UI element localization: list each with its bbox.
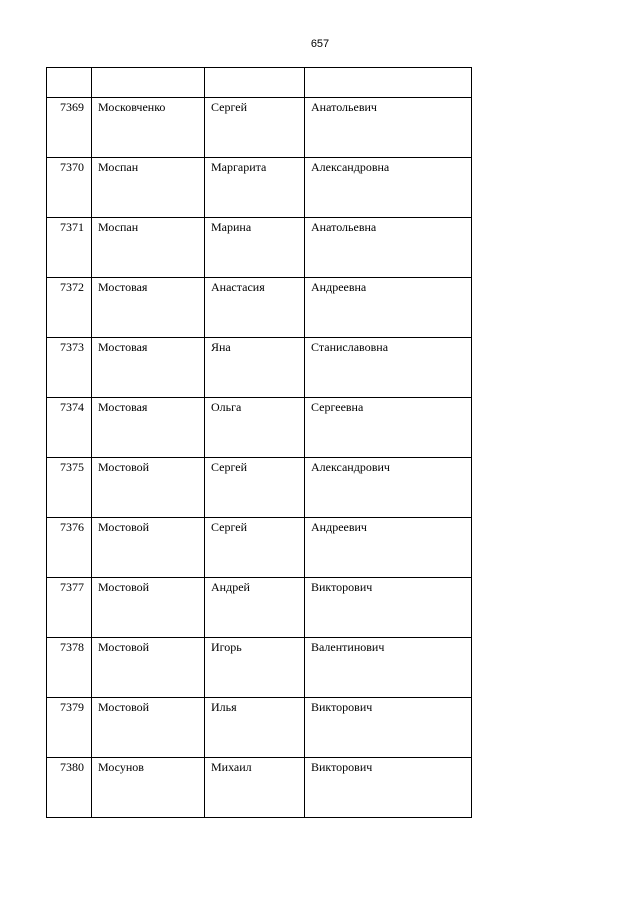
row-number: 7376 — [60, 520, 84, 534]
table-row — [47, 638, 472, 698]
first-name-cell — [205, 338, 305, 398]
last-name: Мостовая — [98, 400, 148, 414]
row-number-cell — [47, 338, 92, 398]
last-name: Моспан — [98, 160, 139, 174]
last-name-cell — [92, 278, 205, 338]
table-row — [47, 518, 472, 578]
header-cell-last-name — [92, 68, 205, 98]
first-name: Яна — [211, 340, 231, 354]
last-name-cell — [92, 158, 205, 218]
patronymic-cell — [305, 278, 472, 338]
last-name-cell — [92, 578, 205, 638]
patronymic-cell — [305, 698, 472, 758]
row-number-cell — [47, 458, 92, 518]
patronymic: Андреевич — [311, 520, 367, 534]
patronymic-cell — [305, 98, 472, 158]
last-name-cell — [92, 638, 205, 698]
last-name: Моспан — [98, 220, 139, 234]
patronymic-cell — [305, 758, 472, 818]
table-row — [47, 338, 472, 398]
row-number: 7372 — [60, 280, 84, 294]
last-name-cell — [92, 98, 205, 158]
patronymic: Анатольевич — [311, 100, 377, 114]
last-name: Мостовой — [98, 700, 150, 714]
patronymic: Викторович — [311, 580, 373, 594]
last-name-cell — [92, 758, 205, 818]
first-name: Илья — [211, 700, 237, 714]
row-number: 7371 — [60, 220, 84, 234]
last-name-cell — [92, 518, 205, 578]
row-number: 7377 — [60, 580, 84, 594]
row-number: 7378 — [60, 640, 84, 654]
first-name: Сергей — [211, 100, 247, 114]
last-name: Мостовой — [98, 460, 150, 474]
last-name: Мостовая — [98, 280, 148, 294]
row-number: 7373 — [60, 340, 84, 354]
first-name-cell — [205, 218, 305, 278]
last-name-cell — [92, 458, 205, 518]
row-number-cell — [47, 218, 92, 278]
first-name-cell — [205, 98, 305, 158]
table-row — [47, 578, 472, 638]
row-number: 7379 — [60, 700, 84, 714]
first-name: Андрей — [211, 580, 250, 594]
first-name-cell — [205, 578, 305, 638]
patronymic-cell — [305, 518, 472, 578]
first-name-cell — [205, 518, 305, 578]
table-row — [47, 218, 472, 278]
page-number-text: 657 — [310, 38, 330, 50]
table-row — [47, 398, 472, 458]
first-name-cell — [205, 278, 305, 338]
first-name-cell — [205, 458, 305, 518]
first-name: Анастасия — [211, 280, 265, 294]
row-number-cell — [47, 518, 92, 578]
row-number-cell — [47, 758, 92, 818]
row-number: 7374 — [60, 400, 84, 414]
first-name: Игорь — [211, 640, 242, 654]
table-row — [47, 458, 472, 518]
table-row — [47, 158, 472, 218]
header-cell-number — [47, 68, 92, 98]
patronymic: Станиславовна — [311, 340, 389, 354]
patronymic: Викторович — [311, 760, 373, 774]
page-number — [0, 38, 640, 50]
table-row — [47, 98, 472, 158]
patronymic: Александровна — [311, 160, 390, 174]
first-name-cell — [205, 758, 305, 818]
first-name-cell — [205, 698, 305, 758]
first-name-cell — [205, 638, 305, 698]
patronymic: Сергеевна — [311, 400, 364, 414]
row-number-cell — [47, 698, 92, 758]
last-name: Мосунов — [98, 760, 144, 774]
table-row — [47, 278, 472, 338]
patronymic-cell — [305, 338, 472, 398]
roster-table — [46, 67, 472, 818]
last-name-cell — [92, 218, 205, 278]
first-name: Михаил — [211, 760, 252, 774]
first-name-cell — [205, 158, 305, 218]
first-name: Марина — [211, 220, 252, 234]
last-name: Мостовой — [98, 520, 150, 534]
header-cell-first-name — [205, 68, 305, 98]
first-name: Маргарита — [211, 160, 267, 174]
last-name: Мостовая — [98, 340, 148, 354]
last-name-cell — [92, 698, 205, 758]
last-name: Московченко — [98, 100, 166, 114]
row-number-cell — [47, 398, 92, 458]
table-row — [47, 758, 472, 818]
first-name: Ольга — [211, 400, 242, 414]
header-cell-patronymic — [305, 68, 472, 98]
row-number: 7375 — [60, 460, 84, 474]
first-name: Сергей — [211, 520, 247, 534]
row-number-cell — [47, 98, 92, 158]
row-number-cell — [47, 158, 92, 218]
patronymic: Викторович — [311, 700, 373, 714]
patronymic-cell — [305, 398, 472, 458]
row-number-cell — [47, 578, 92, 638]
row-number-cell — [47, 638, 92, 698]
last-name: Мостовой — [98, 580, 150, 594]
patronymic-cell — [305, 578, 472, 638]
last-name-cell — [92, 338, 205, 398]
table-row — [47, 698, 472, 758]
table-header-row — [47, 68, 472, 98]
row-number-cell — [47, 278, 92, 338]
patronymic-cell — [305, 158, 472, 218]
last-name: Мостовой — [98, 640, 150, 654]
row-number: 7370 — [60, 160, 84, 174]
patronymic: Андреевна — [311, 280, 367, 294]
row-number: 7380 — [60, 760, 84, 774]
patronymic-cell — [305, 218, 472, 278]
patronymic-cell — [305, 638, 472, 698]
last-name-cell — [92, 398, 205, 458]
patronymic: Валентинович — [311, 640, 385, 654]
row-number: 7369 — [60, 100, 84, 114]
first-name-cell — [205, 398, 305, 458]
patronymic: Александрович — [311, 460, 390, 474]
patronymic: Анатольевна — [311, 220, 377, 234]
patronymic-cell — [305, 458, 472, 518]
first-name: Сергей — [211, 460, 247, 474]
